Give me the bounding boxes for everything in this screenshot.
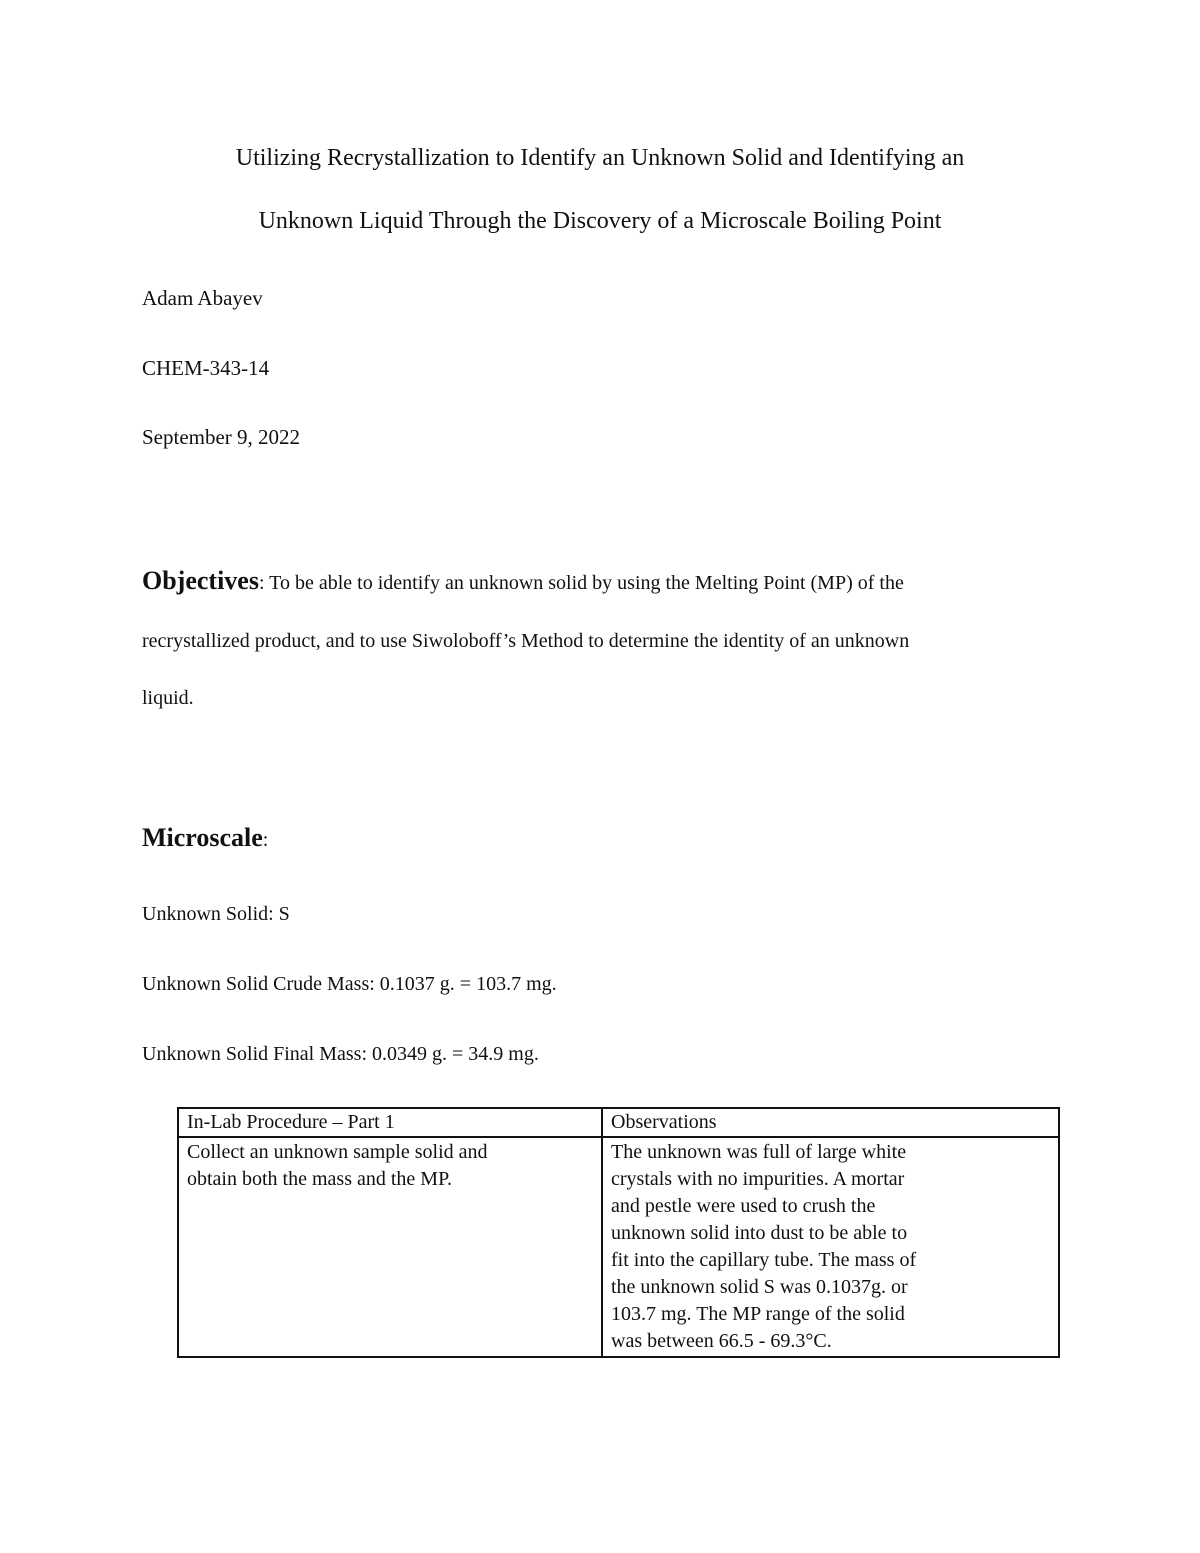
- microscale-heading-line: [142, 823, 268, 855]
- course-code: CHEM-343-14: [142, 356, 270, 380]
- document-date: September 9, 2022: [142, 425, 301, 449]
- observations-column-header: Observations: [602, 1108, 1059, 1137]
- procedure-line: Collect an unknown sample solid and: [187, 1141, 488, 1163]
- unknown-solid-final-mass: Unknown Solid Final Mass: 0.0349 g. = 34.9 mg.: [142, 1043, 539, 1065]
- procedure-observations-table: [177, 1107, 1060, 1358]
- observation-line: the unknown solid S was 0.1037g. or: [611, 1276, 908, 1298]
- procedure-column-header: In-Lab Procedure – Part 1: [178, 1108, 602, 1137]
- objectives-heading: Objectives: [142, 566, 259, 595]
- table-row: [178, 1137, 1059, 1357]
- document-title-line-1: Utilizing Recrystallization to Identify an Unknown Solid and Identifying an: [235, 145, 965, 171]
- objectives-text-line-2: recrystallized product, and to use Siwoloboff’s Method to determine the identity of an unknown: [142, 630, 910, 652]
- unknown-solid-crude-mass: Unknown Solid Crude Mass: 0.1037 g. = 103.7 mg.: [142, 973, 557, 995]
- unknown-solid-label: Unknown Solid: S: [142, 903, 290, 925]
- procedure-cell: [178, 1137, 602, 1357]
- observation-line: The unknown was full of large white: [611, 1141, 907, 1163]
- objectives-text-line-3: liquid.: [142, 687, 194, 709]
- observation-line: fit into the capillary tube. The mass of: [611, 1249, 917, 1271]
- objectives-paragraph-line-1: [142, 566, 904, 598]
- microscale-heading-colon: :: [262, 829, 269, 851]
- author-name: Adam Abayev: [142, 286, 263, 310]
- observation-line: crystals with no impurities. A mortar: [611, 1168, 905, 1190]
- microscale-heading: Microscale: [142, 823, 263, 852]
- table-header-row: [178, 1108, 1059, 1137]
- document-title-line-2: Unknown Liquid Through the Discovery of a Microscale Boiling Point: [258, 208, 942, 234]
- observation-line: was between 66.5 - 69.3°C.: [611, 1330, 832, 1352]
- observation-line: and pestle were used to crush the: [611, 1195, 876, 1217]
- observation-line: unknown solid into dust to be able to: [611, 1222, 908, 1244]
- objectives-text-line-1: To be able to identify an unknown solid by using the Melting Point (MP) of the: [264, 572, 904, 594]
- observation-line: 103.7 mg. The MP range of the solid: [611, 1303, 905, 1325]
- observations-cell: [602, 1137, 1059, 1357]
- objectives-heading-colon: :: [258, 572, 265, 594]
- procedure-line: obtain both the mass and the MP.: [187, 1168, 452, 1190]
